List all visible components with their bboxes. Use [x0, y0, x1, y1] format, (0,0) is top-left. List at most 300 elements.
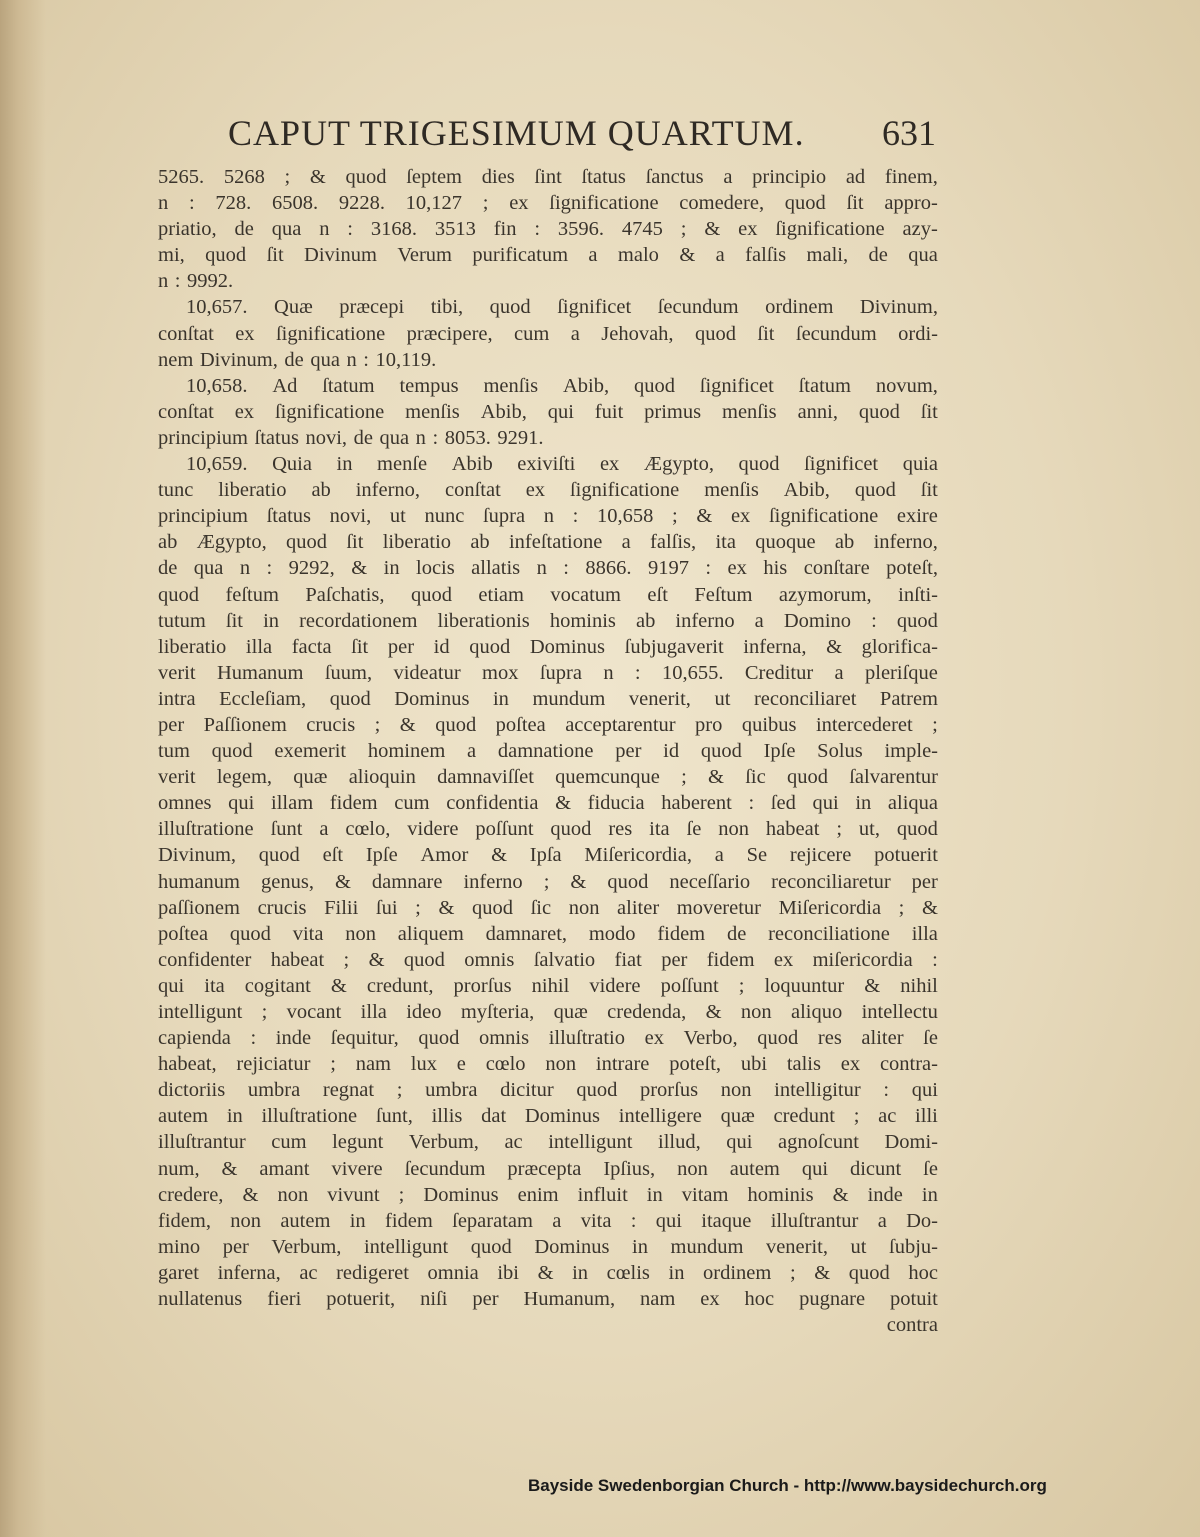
word: cogitant: [244, 974, 311, 997]
word: nihil: [900, 974, 938, 997]
word: a: [467, 740, 477, 763]
word: videre: [589, 974, 641, 997]
word: vitam: [681, 1183, 729, 1206]
word: non: [545, 1053, 577, 1076]
word: in: [336, 453, 353, 476]
word: quibus: [741, 713, 797, 736]
word: tempus: [399, 374, 459, 397]
word: principium: [158, 426, 248, 449]
word: ſecundum: [795, 322, 877, 345]
word: per: [615, 740, 642, 763]
word: reconciliaret: [753, 687, 857, 710]
word: quod: [848, 1261, 890, 1284]
word: mali,: [806, 244, 849, 267]
text-line: [158, 190, 938, 216]
word: 9292,: [288, 557, 335, 580]
word: rejicere: [789, 844, 852, 867]
page-number: 631: [882, 113, 936, 153]
word: Quia: [272, 453, 312, 476]
word: ex: [727, 557, 747, 580]
word: Ipſe: [365, 844, 398, 867]
word: in: [383, 557, 400, 580]
text-line: [158, 242, 938, 268]
word: falſis: [745, 244, 787, 267]
text-line: [158, 842, 938, 868]
word: ſic: [745, 766, 766, 789]
text-line: [158, 712, 938, 738]
word: exire: [896, 505, 938, 528]
word: a: [588, 244, 598, 267]
word: glorifica-: [861, 635, 938, 658]
word: :: [634, 661, 641, 684]
text-line: [158, 1234, 938, 1260]
word: per: [387, 635, 415, 658]
word: ;: [284, 166, 291, 188]
word: ſit: [225, 609, 243, 632]
word: ;: [898, 896, 905, 919]
word: neceſſario: [669, 870, 751, 893]
word: id: [663, 740, 680, 763]
word: fiat: [614, 948, 642, 971]
word: in: [263, 609, 280, 632]
word: n: [543, 505, 554, 528]
word: dicunt: [849, 1157, 902, 1180]
word: &: [679, 244, 696, 267]
word: ſed: [770, 792, 796, 815]
word: Ipſe: [763, 740, 796, 763]
word: conſtare: [803, 557, 870, 580]
word: illa: [360, 1001, 387, 1023]
text-line: [158, 790, 938, 816]
word: 9291.: [497, 426, 544, 449]
word: vita: [580, 1209, 612, 1232]
word: per: [222, 1235, 249, 1258]
word: ſint: [534, 166, 562, 188]
word: aliter: [861, 1027, 904, 1050]
word: n: [319, 218, 330, 241]
word: ;: [681, 766, 687, 789]
word: &: [438, 896, 455, 919]
word: ſignificatione: [274, 400, 385, 423]
word: moveretur: [676, 896, 761, 919]
word: mundum: [532, 687, 606, 710]
word: autem: [280, 1209, 331, 1232]
word: n: [346, 348, 357, 371]
word: vivunt: [327, 1183, 380, 1206]
text-line: [158, 164, 938, 190]
word: ſubju-: [889, 1235, 938, 1258]
word: reconciliatione: [768, 922, 890, 945]
word: poſtea: [495, 713, 546, 736]
word: dicitur: [500, 1079, 554, 1102]
word: ſupra: [539, 661, 582, 684]
word: quod: [229, 922, 271, 945]
word: ſit: [920, 400, 938, 423]
page-header: [158, 108, 938, 160]
word: conſtat: [158, 400, 214, 423]
word: per: [911, 870, 938, 893]
word: :: [534, 218, 541, 241]
word: quod: [784, 192, 826, 215]
word: ſanctus: [645, 166, 704, 188]
text-line: [158, 947, 938, 973]
text-line: [158, 869, 938, 895]
word: Dominus: [524, 1105, 601, 1128]
word: liberatio: [382, 531, 452, 554]
word: liberatio: [158, 635, 227, 658]
word: ex: [509, 192, 529, 215]
word: ſecundum: [404, 1157, 486, 1180]
word: ;: [398, 1183, 405, 1206]
word: in: [349, 1209, 366, 1232]
word: :: [432, 426, 439, 449]
word: 3513: [434, 218, 476, 241]
word: quia: [902, 453, 938, 476]
text-line: [158, 1208, 938, 1234]
word: confidenter: [158, 948, 252, 971]
word: &: [491, 844, 508, 867]
word: &: [399, 713, 416, 736]
word: menſis: [704, 479, 759, 502]
word: per: [472, 1288, 499, 1311]
word: qua: [193, 557, 224, 580]
word: ideo: [406, 1001, 442, 1023]
book-gutter-shadow: [0, 0, 46, 1537]
word: de: [726, 922, 747, 945]
word: Se: [746, 844, 768, 867]
word: 6508.: [271, 192, 319, 215]
word: a: [754, 609, 764, 632]
word: nam: [640, 1288, 676, 1311]
word: haberent: [661, 792, 732, 815]
word: inferna,: [743, 635, 807, 658]
word: ſunt,: [375, 1105, 413, 1128]
text-line: [158, 529, 938, 555]
word: ex: [773, 948, 794, 971]
word: Verbum,: [271, 1235, 342, 1258]
word: Divinum,: [859, 296, 938, 319]
word: dictoriis: [158, 1079, 226, 1102]
word: pleriſque: [865, 661, 938, 684]
word: ſalvarentur: [849, 766, 938, 789]
word: Paſſionem: [203, 713, 287, 736]
word: exiviſti: [517, 453, 576, 476]
word: ex: [599, 453, 620, 476]
word: num,: [158, 1157, 200, 1180]
word: &: [570, 870, 587, 893]
word: ;: [415, 896, 421, 919]
word: Ad: [272, 374, 298, 397]
word: Ipſius,: [603, 1157, 656, 1180]
word: ;: [482, 192, 489, 215]
word: ab: [834, 531, 855, 554]
word: illam: [271, 792, 314, 815]
word: 10,657.: [186, 296, 248, 319]
word: 3596.: [557, 218, 605, 241]
word: a: [552, 1209, 562, 1232]
word: acceptarentur: [565, 713, 676, 736]
word: ſe: [923, 1027, 938, 1050]
text-line: [158, 1103, 938, 1129]
word: non: [677, 1157, 708, 1180]
word: quod: [472, 896, 513, 919]
word: in: [668, 1261, 685, 1284]
word: malo: [617, 244, 659, 267]
text-line: [158, 999, 938, 1025]
word: inferno: [675, 609, 735, 632]
word: quod: [633, 374, 675, 397]
word: ;: [680, 218, 687, 241]
word: 10,658: [596, 505, 654, 528]
word: a: [723, 166, 733, 188]
word: quod: [345, 166, 387, 188]
word: locis: [416, 557, 455, 580]
word: inde: [275, 1027, 312, 1050]
word: 8053.: [444, 426, 491, 449]
word: mox: [482, 661, 519, 684]
word: ex: [700, 1288, 720, 1311]
word: inferno: [463, 870, 523, 893]
word: Abib: [451, 453, 493, 476]
word: quod: [418, 1027, 460, 1050]
word: liberationis: [437, 609, 530, 632]
word: non: [720, 1079, 752, 1102]
word: :: [748, 792, 755, 815]
word: illa: [911, 922, 938, 945]
word: Ipſa: [529, 844, 562, 867]
word: 10,658.: [186, 374, 248, 397]
text-line: [158, 1156, 938, 1182]
word: omnia: [427, 1261, 479, 1284]
word: vocant: [286, 1001, 342, 1023]
word: ac: [299, 1261, 318, 1284]
word: vocatum: [550, 583, 621, 606]
word: nem: [158, 348, 194, 371]
word: potuit: [890, 1288, 938, 1311]
word: id: [433, 635, 450, 658]
word: facta: [291, 635, 332, 658]
word: novi,: [305, 426, 348, 449]
word: exemerit: [274, 740, 347, 763]
word: ac: [878, 1105, 897, 1128]
word: menſis: [722, 400, 777, 423]
word: :: [871, 609, 877, 632]
word: intelligitur: [774, 1079, 861, 1102]
word: quemcunque: [555, 766, 660, 789]
word: Domino: [783, 609, 852, 632]
word: Patrem: [879, 687, 938, 710]
word: ubi: [740, 1053, 768, 1076]
word: ita: [204, 974, 225, 997]
word: poſtea: [158, 922, 209, 945]
word: de: [234, 218, 254, 241]
word: res: [817, 1027, 842, 1050]
word: legem,: [216, 766, 273, 789]
word: vivere: [331, 1157, 383, 1180]
word: præcepta: [507, 1157, 582, 1180]
word: n: [603, 661, 614, 684]
word: hominem: [367, 740, 446, 763]
word: &: [921, 896, 938, 919]
word: tutum: [158, 609, 206, 632]
word: Abib,: [480, 400, 527, 423]
word: principium: [158, 505, 248, 528]
word: 10,127: [405, 192, 463, 215]
word: ;: [853, 1105, 860, 1128]
word: ex: [840, 1053, 861, 1076]
word: :: [188, 192, 195, 215]
word: cum: [271, 1131, 307, 1154]
word: ſit: [351, 635, 369, 658]
word: omnis: [464, 948, 515, 971]
text-line: [158, 1077, 938, 1103]
word: n: [239, 557, 251, 580]
word: ſtatus: [581, 166, 626, 188]
word: aliter: [617, 896, 660, 919]
word: in: [921, 1183, 938, 1206]
word: omnis: [478, 1027, 530, 1050]
word: ;: [738, 974, 745, 997]
word: quod: [489, 296, 531, 319]
word: ita: [715, 531, 736, 554]
word: quod: [211, 740, 253, 763]
word: fiducia: [587, 792, 645, 815]
word: novum,: [875, 374, 938, 397]
word: ab: [311, 479, 331, 502]
text-line: [158, 347, 938, 373]
word: menſis: [483, 374, 539, 397]
text-line: [158, 816, 938, 842]
word: qui: [228, 792, 255, 815]
word: 9992.: [187, 270, 234, 293]
word: credunt,: [366, 974, 434, 997]
word: quod: [550, 818, 592, 841]
word: illa: [245, 635, 273, 658]
word: prorſus: [639, 1079, 699, 1102]
word: :: [347, 218, 353, 241]
word: ;: [330, 1053, 336, 1076]
word: hominis: [747, 1183, 814, 1206]
word: imple-: [884, 740, 938, 763]
word: Ægypto,: [196, 531, 267, 554]
word: liberatio: [218, 479, 287, 502]
word: quod: [607, 870, 649, 893]
word: hoc: [744, 1288, 775, 1311]
text-line: [158, 1051, 938, 1077]
word: quod: [576, 1079, 618, 1102]
word: quod: [786, 766, 828, 789]
word: eſt: [647, 583, 668, 606]
text-line: [158, 477, 938, 503]
word: &: [864, 974, 881, 997]
word: n: [158, 270, 169, 293]
word: ſit: [920, 479, 938, 502]
word: verit: [158, 661, 196, 684]
word: ſui: [375, 896, 398, 919]
word: his: [763, 557, 788, 580]
word: ſtatus: [254, 426, 299, 449]
word: influit: [577, 1183, 628, 1206]
word: azy-: [902, 218, 938, 241]
word: Jehovah,: [601, 322, 674, 345]
word: qui: [911, 1079, 938, 1102]
word: alioquin: [348, 766, 416, 789]
word: quoque: [755, 531, 816, 554]
word: ſtatus: [266, 505, 312, 528]
word: Do-: [906, 1209, 938, 1232]
text-line: [158, 503, 938, 529]
word: ſignificatione: [275, 322, 386, 345]
word: intelligere: [618, 1105, 702, 1128]
word: Quæ: [274, 296, 313, 319]
word: ut: [389, 505, 406, 528]
word: res: [608, 818, 633, 841]
word: :: [250, 1027, 257, 1050]
text-line: [158, 1129, 938, 1155]
text-line: [158, 973, 938, 999]
word: non: [277, 1183, 309, 1206]
word: mi,: [158, 244, 185, 267]
word: niſi: [420, 1288, 448, 1311]
word: illud,: [658, 1131, 701, 1154]
word: legunt: [332, 1131, 384, 1154]
running-title: CAPUT TRIGESIMUM QUARTUM.: [228, 113, 805, 153]
word: ita: [649, 818, 670, 841]
word: a: [621, 531, 631, 554]
word: illuſtrantur: [158, 1131, 246, 1154]
word: :: [363, 348, 369, 371]
word: qua: [379, 426, 410, 449]
word: quod: [694, 322, 736, 345]
word: novi,: [329, 505, 372, 528]
word: poſſunt: [475, 818, 534, 841]
word: quod: [158, 583, 199, 606]
word: nullatenus: [158, 1288, 243, 1311]
word: quod: [329, 687, 371, 710]
word: ;: [343, 948, 350, 971]
word: intelligunt: [158, 1001, 243, 1023]
word: contra-: [879, 1053, 938, 1076]
word: fuit: [594, 400, 624, 423]
word: paſſionem: [158, 896, 240, 919]
word: ſignificet: [557, 296, 632, 319]
word: poſſunt: [660, 974, 719, 997]
word: ſignificet: [699, 374, 774, 397]
word: ac: [504, 1131, 523, 1154]
word: ut: [850, 1235, 867, 1258]
word: intellectu: [861, 1001, 938, 1023]
word: illuſtratio: [548, 1027, 625, 1050]
catchword: contra: [886, 1314, 938, 1337]
word: a: [570, 322, 580, 345]
word: damnare: [371, 870, 443, 893]
word: inferna,: [217, 1261, 281, 1284]
word: ſeparatam: [452, 1209, 533, 1232]
word: aliquo: [791, 1001, 843, 1023]
word: ;: [836, 818, 843, 841]
word: inſti-: [898, 583, 938, 606]
word: quod: [470, 1235, 512, 1258]
word: Divinum,: [158, 844, 237, 867]
word: non: [230, 1209, 262, 1232]
word: enim: [517, 1183, 559, 1206]
word: aliquem: [397, 922, 464, 945]
word: ſequitur,: [330, 1027, 399, 1050]
word: modo: [588, 922, 636, 945]
word: credere,: [158, 1183, 224, 1206]
word: Dominus: [423, 1183, 499, 1206]
word: fidem: [385, 1209, 433, 1232]
